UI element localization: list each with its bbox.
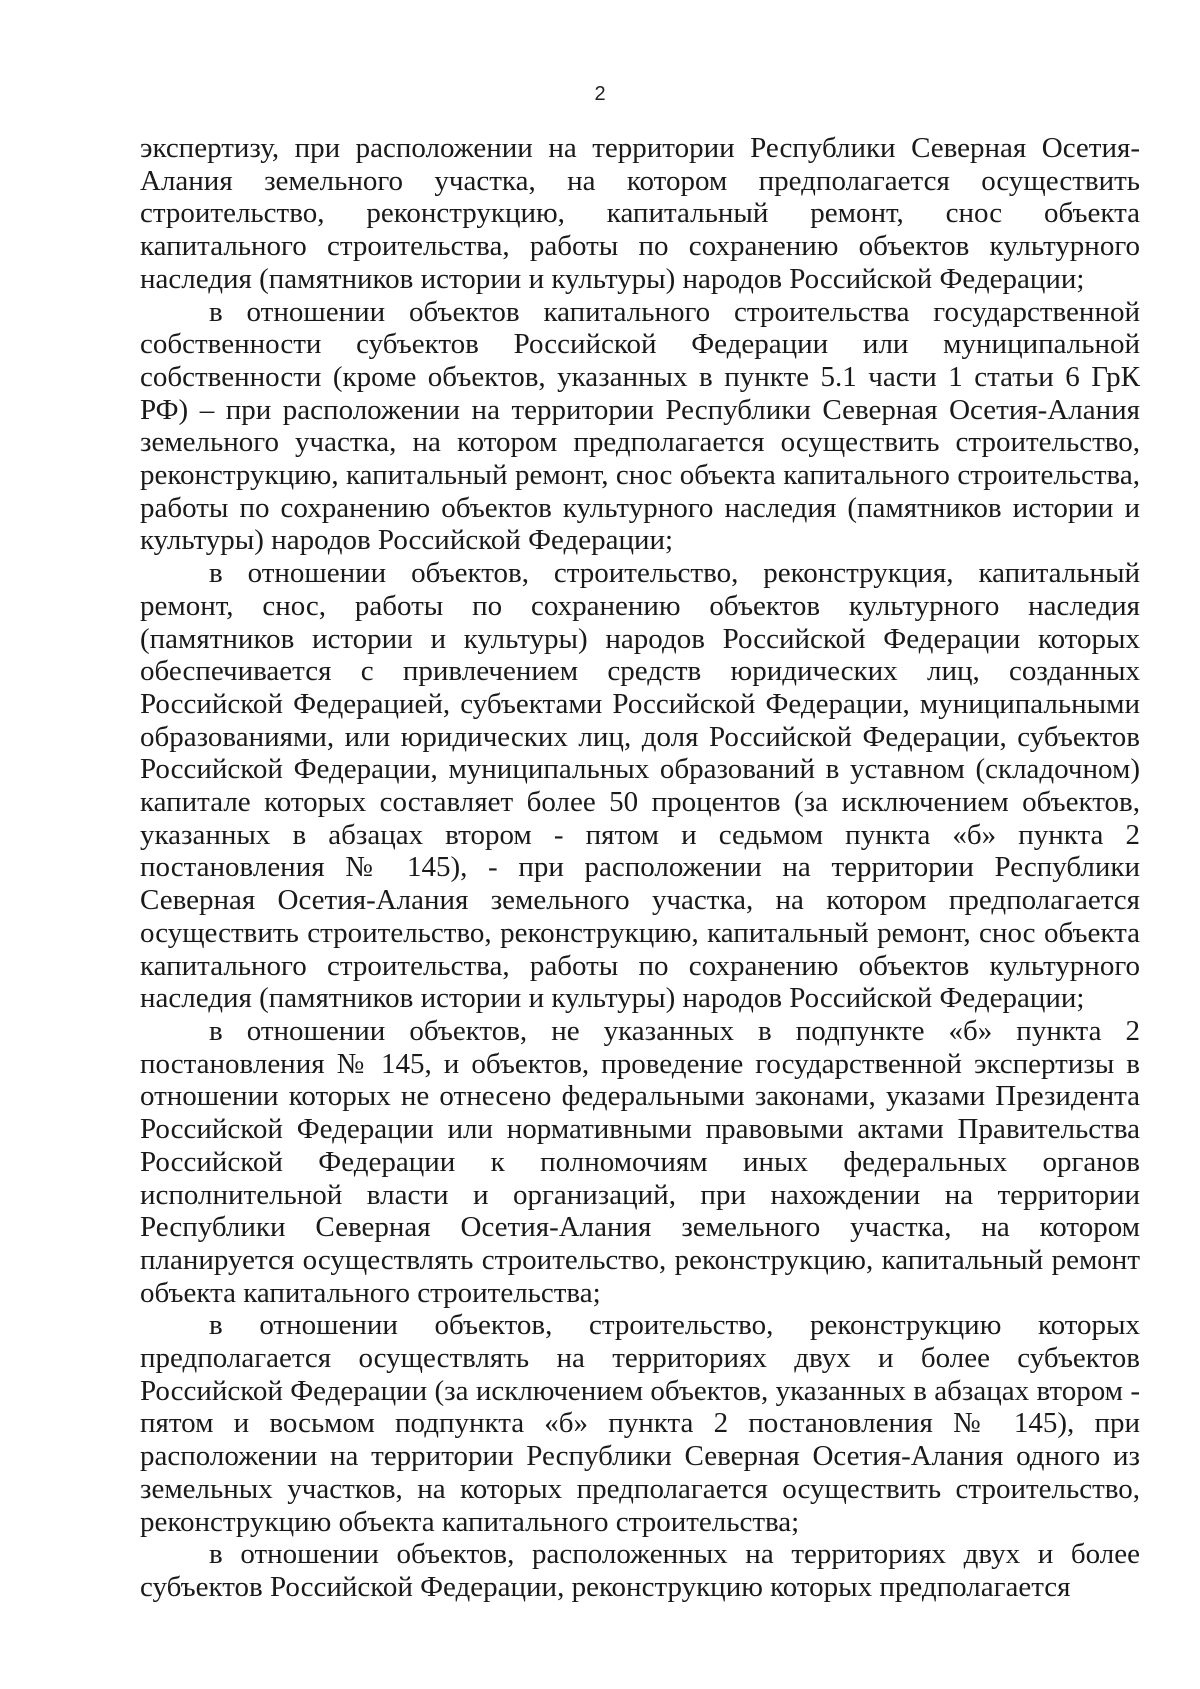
document-body xyxy=(140,132,1140,1604)
paragraph-legal-entities-funding: в отношении объектов, строительство, реконструкция, капитальный ремонт, снос, работы по сохранению объектов культурного наследия (памятников истории и культуры) народов Российской Федерации которых обеспечивается с привлечением средств юридических лиц, созданных Российской Федерацией, субъектами Российской Федерации, муниципальными образованиями, или юридических лиц, доля Российской Федерации, субъектов Российской Федерации, муниципальных образований в уставном (складочном) капитале которых составляет более 50 процентов (за исключением объектов, указанных в абзацах втором - пятом и седьмом пункта «б» пункта 2 постановления № 145), - при расположении на территории Республики Северная Осетия-Алания земельного участка, на котором предполагается осуществить строительство, реконструкцию, капитальный ремонт, снос объекта капитального строительства, работы по сохранению объектов культурного наследия (памятников истории и культуры) народов Российской Федерации; xyxy=(140,557,1140,1015)
paragraph-two-or-more-subjects-reconstruction: в отношении объектов, расположенных на территориях двух и более субъектов Российской Федерации, реконструкцию которых предполагается xyxy=(140,1538,1140,1603)
page-number: 2 xyxy=(594,83,606,105)
paragraph-two-or-more-subjects-construction: в отношении объектов, строительство, реконструкцию которых предполагается осуществлять на территориях двух и более субъектов Российской Федерации (за исключением объектов, указанных в абзацах втором - пятом и восьмом подпункта «б» пункта 2 постановления № 145), при расположении на территории Республики Северная Осетия-Алания одного из земельных участков, на которых предполагается осуществить строительство, реконструкцию объекта капитального строительства; xyxy=(140,1309,1140,1538)
paragraph-state-municipal-property: в отношении объектов капитального строительства государственной собственности субъектов Российской Федерации или муниципальной собственности (кроме объектов, указанных в пункте 5.1 части 1 статьи 6 ГрК РФ) – при расположении на территории Республики Северная Осетия-Алания земельного участка, на котором предполагается осуществить строительство, реконструкцию, капитальный ремонт, снос объекта капитального строительства, работы по сохранению объектов культурного наследия (памятников истории и культуры) народов Российской Федерации; xyxy=(140,295,1140,557)
paragraph-objects-not-specified: в отношении объектов, не указанных в подпункте «б» пункта 2 постановления № 145, и объектов, проведение государственной экспертизы в отношении которых не отнесено федеральными законами, указами Президента Российской Федерации или нормативными правовыми актами Правительства Российской Федерации к полномочиям иных федеральных органов исполнительной власти и организаций, при нахождении на территории Республики Северная Осетия-Алания земельного участка, на котором планируется осуществлять строительство, реконструкцию, капитальный ремонт объекта капитального строительства; xyxy=(140,1014,1140,1309)
paragraph-continuation: экспертизу, при расположении на территории Республики Северная Осетия-Алания земельного участка, на котором предполагается осуществить строительство, реконструкцию, капитальный ремонт, снос объекта капитального строительства, работы по сохранению объектов культурного наследия (памятников истории и культуры) народов Российской Федерации; xyxy=(140,132,1140,295)
